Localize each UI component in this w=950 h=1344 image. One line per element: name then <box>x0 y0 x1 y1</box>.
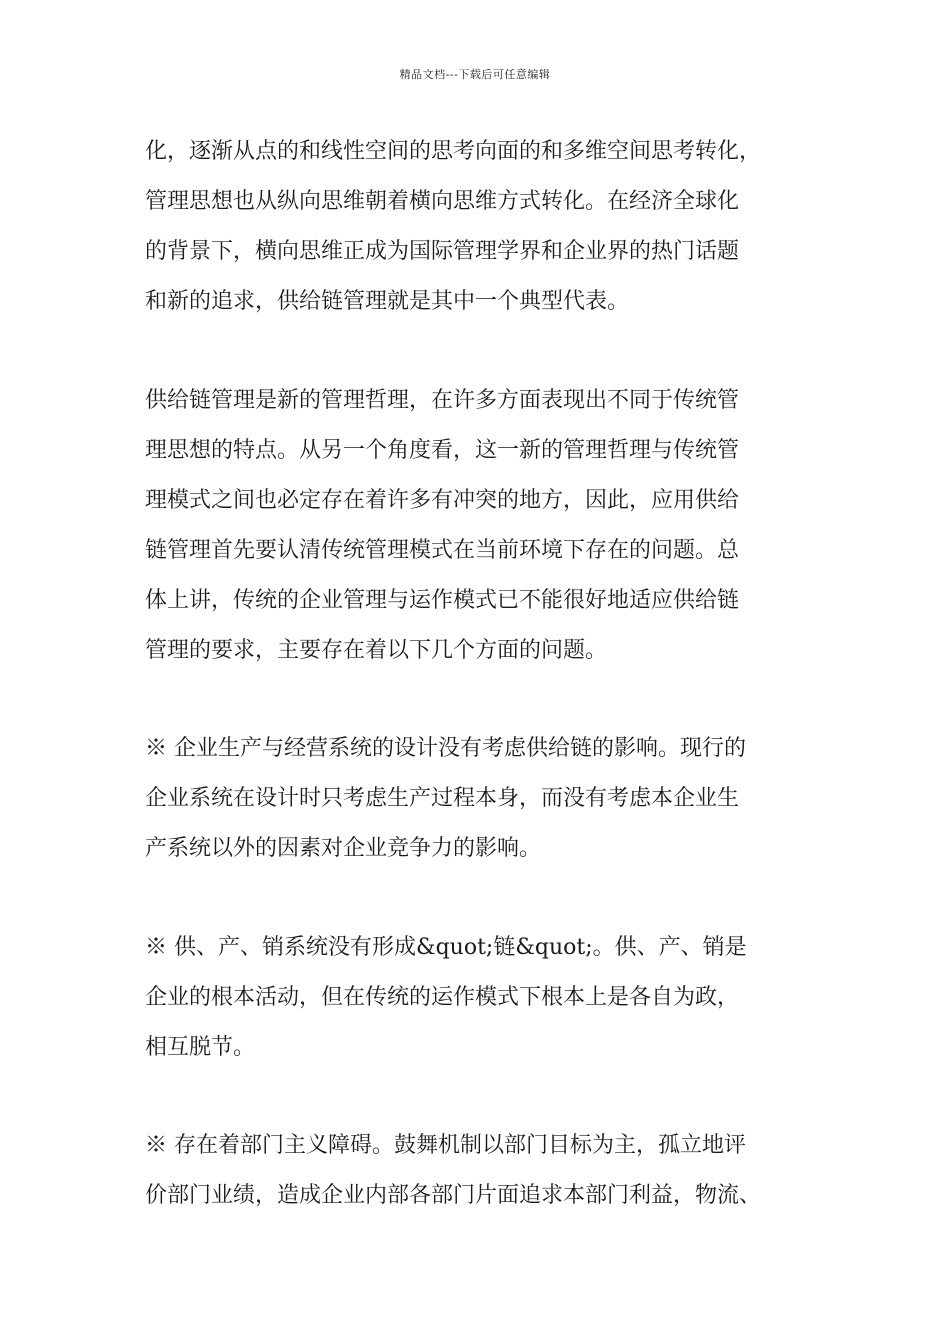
paragraph-globalization <box>145 127 835 327</box>
paragraph-line: 企业系统在设计时只考虑生产过程本身，而没有考虑本企业生 <box>145 786 740 811</box>
bullet-supply-production-sales <box>145 923 835 1073</box>
paragraph-line: 价部门业绩，造成企业内部各部门片面追求本部门利益，物流、 <box>145 1183 762 1208</box>
paragraph-line: 管理思想也从纵向思维朝着横向思维方式转化。在经济全球化 <box>145 189 740 214</box>
paragraph-line: 理思想的特点。从另一个角度看，这一新的管理哲理与传统管 <box>145 438 740 463</box>
paragraph-line: 和新的追求，供给链管理就是其中一个典型代表。 <box>145 289 630 314</box>
paragraph-line: 链管理首先要认清传统管理模式在当前环境下存在的问题。总 <box>145 538 740 563</box>
paragraph-line: 管理的要求，主要存在着以下几个方面的问题。 <box>145 638 608 663</box>
paragraph-line: ※ 供、产、销系统没有形成&quot;链&quot;。供、产、销是 <box>145 935 747 960</box>
paragraph-line: 供给链管理是新的管理哲理，在许多方面表现出不同于传统管 <box>145 388 740 413</box>
paragraph-line: 理模式之间也必定存在着许多有冲突的地方，因此，应用供给 <box>145 488 740 513</box>
paragraph-line: 体上讲，传统的企业管理与运作模式已不能很好地适应供给链 <box>145 588 740 613</box>
paragraph-line: 产系统以外的因素对企业竞争力的影响。 <box>145 836 542 861</box>
paragraph-line: ※ 企业生产与经营系统的设计没有考虑供给链的影响。现行的 <box>145 736 746 761</box>
paragraph-line: 的背景下，横向思维正成为国际管理学界和企业界的热门话题 <box>145 239 740 264</box>
paragraph-line: ※ 存在着部门主义障碍。鼓舞机制以部门目标为主，孤立地评 <box>145 1133 746 1158</box>
page-header: 精品文档---下载后可任意编辑 <box>399 68 551 81</box>
paragraph-line: 化，逐渐从点的和线性空间的思考向面的和多维空间思考转化， <box>145 139 762 164</box>
paragraph-supply-chain-philosophy <box>145 376 835 676</box>
paragraph-line: 相互脱节。 <box>145 1035 256 1060</box>
bullet-departmentalism <box>145 1121 835 1221</box>
bullet-production-system <box>145 724 835 874</box>
paragraph-line: 企业的根本活动，但在传统的运作模式下根本上是各自为政， <box>145 985 740 1010</box>
